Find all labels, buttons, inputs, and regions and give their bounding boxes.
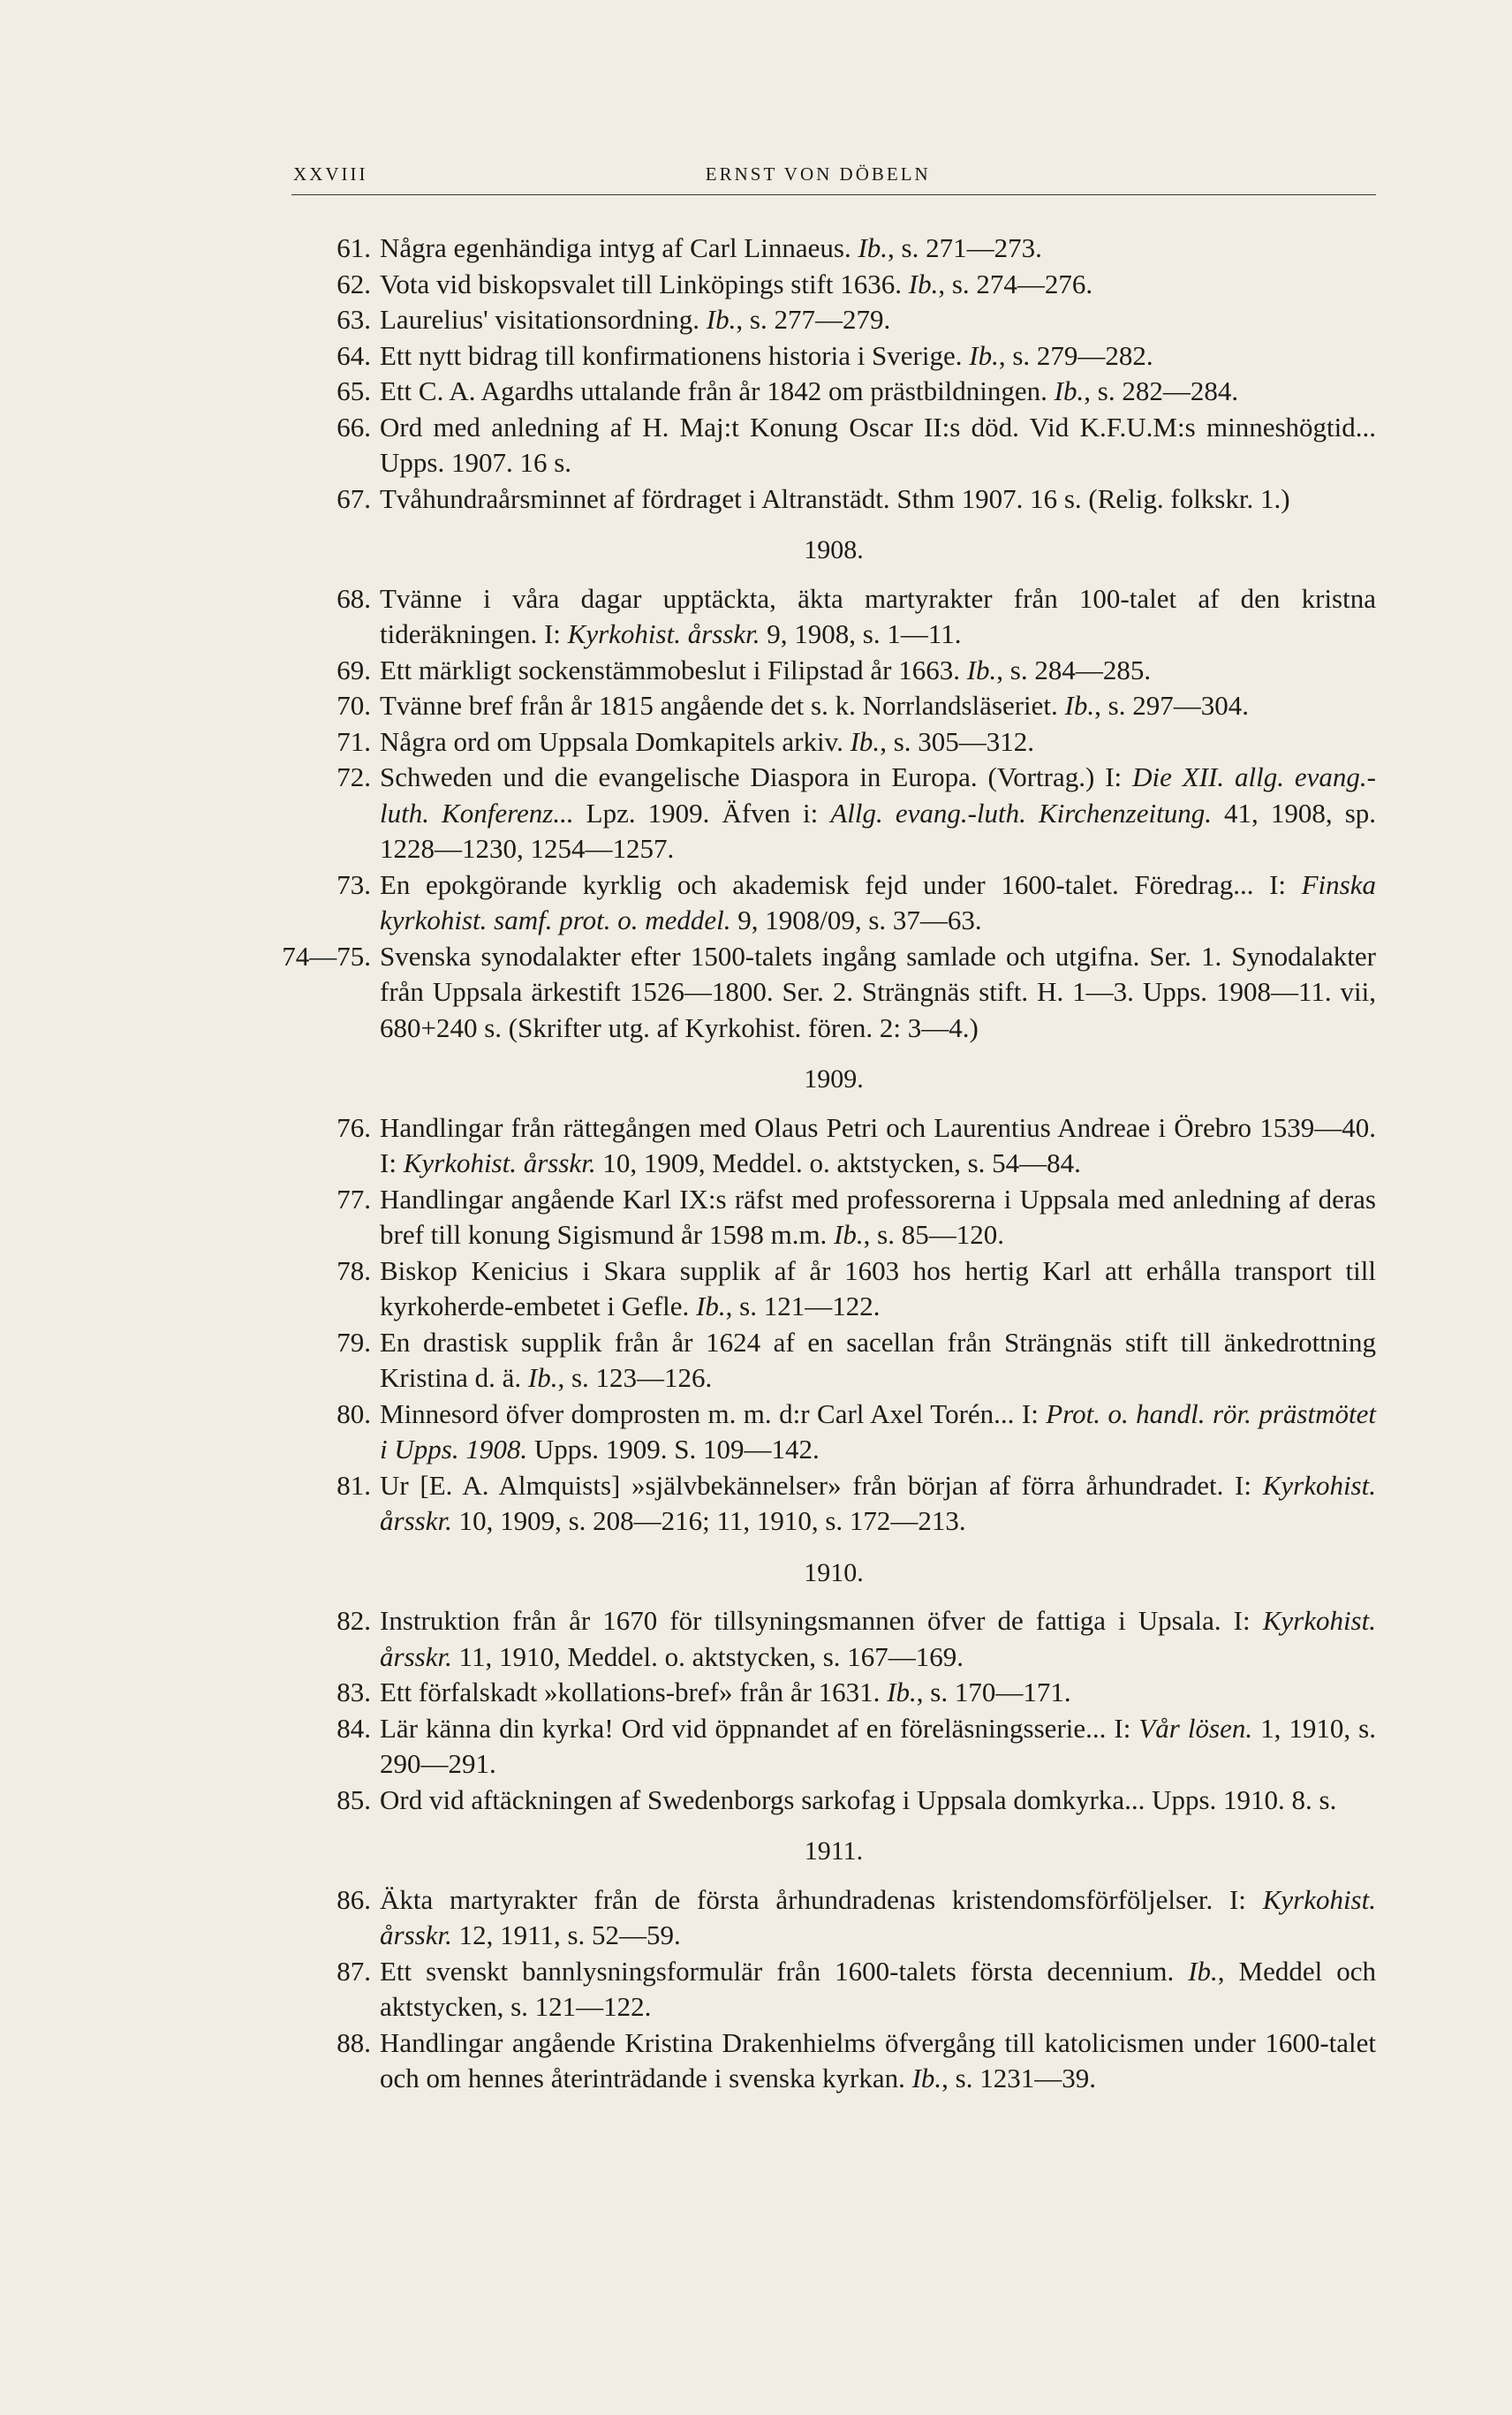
bibliography-entry bbox=[291, 1253, 1376, 1325]
entry-text: Ett förfalskadt »kollations-bref» från år 1631. Ib., s. 170—171. bbox=[380, 1677, 1071, 1707]
bibliography-entry bbox=[291, 1182, 1376, 1253]
bibliography-entry bbox=[291, 374, 1376, 410]
bibliography-entry bbox=[291, 724, 1376, 761]
entry-number: 80. bbox=[336, 1397, 371, 1429]
entry-number: 61. bbox=[336, 232, 371, 263]
entry-number: 76. bbox=[336, 1111, 371, 1143]
entry-text: En drastisk supplik från år 1624 af en sacellan från Strängnäs stift till änkedrottning Kristina d. ä. Ib., s. 123—126. bbox=[380, 1326, 1376, 1393]
entry-text: Laurelius' visitationsordning. Ib., s. 277—279. bbox=[380, 304, 891, 335]
bibliography-entry bbox=[291, 760, 1376, 867]
entry-text: Ett märkligt sockenstämmobeslut i Filipstad år 1663. Ib., s. 284—285. bbox=[380, 654, 1152, 685]
entry-number: 77. bbox=[336, 1183, 371, 1215]
entry-number: 88. bbox=[336, 2026, 371, 2058]
entry-text: Äkta martyrakter från de första århundradenas kristendomsförföljelser. I: Kyrkohist. årsskr. 12, 1911, s. 52—59. bbox=[380, 1883, 1376, 1950]
running-title: ERNST VON DÖBELN bbox=[705, 163, 931, 185]
entry-text: En epokgörande kyrklig och akademisk fejd under 1600-talet. Föredrag... I: Finska kyrkohist. samf. prot. o. meddel. 9, 1908/09, s. 37—63. bbox=[380, 868, 1376, 935]
entry-text: Tvåhundraårsminnet af fördraget i Altranstädt. Sthm 1907. 16 s. (Relig. folkskr. 1.) bbox=[380, 482, 1290, 514]
bibliography-entry bbox=[291, 481, 1376, 518]
entry-number: 79. bbox=[336, 1326, 371, 1358]
bibliography-entry bbox=[291, 1882, 1376, 1954]
entry-number: 87. bbox=[336, 1955, 371, 1987]
page-header bbox=[291, 163, 1376, 195]
bibliography-entry bbox=[291, 1110, 1376, 1182]
bibliography-entry bbox=[291, 1783, 1376, 1819]
entry-number: 72. bbox=[336, 761, 371, 792]
entry-text: Lär känna din kyrka! Ord vid öppnandet af en föreläsningsserie... I: Vår lösen. 1, 1910, s. 290—291. bbox=[380, 1712, 1376, 1779]
entry-number: 65. bbox=[336, 375, 371, 406]
entry-number: 73. bbox=[336, 868, 371, 900]
bibliography-entry bbox=[291, 302, 1376, 338]
bibliography-entry bbox=[291, 231, 1376, 267]
bibliography-entry bbox=[291, 1325, 1376, 1397]
entry-text: Handlingar angående Kristina Drakenhielms öfvergång till katolicismen under 1600-talet och om hennes återinträdande i svenska kyrkan. Ib., s. 1231—39. bbox=[380, 2026, 1376, 2093]
bibliography-entry bbox=[291, 1468, 1376, 1540]
entry-text: Ett C. A. Agardhs uttalande från år 1842 om prästbildningen. Ib., s. 282—284. bbox=[380, 375, 1239, 406]
entry-text: Instruktion från år 1670 för tillsyningsmannen öfver de fattiga i Upsala. I: Kyrkohist. årsskr. 11, 1910, Meddel. o. aktstycken, s. 167—169. bbox=[380, 1605, 1376, 1672]
entry-text: Några egenhändiga intyg af Carl Linnaeus. Ib., s. 271—273. bbox=[380, 232, 1042, 263]
bibliography-entry bbox=[291, 1397, 1376, 1468]
entry-number: 67. bbox=[336, 482, 371, 514]
entry-number: 68. bbox=[336, 582, 371, 614]
bibliography-entry bbox=[291, 581, 1376, 653]
entry-number: 66. bbox=[336, 411, 371, 443]
entry-number: 63. bbox=[336, 304, 371, 335]
entry-text: Några ord om Uppsala Domkapitels arkiv. Ib., s. 305—312. bbox=[380, 725, 1035, 757]
bibliography-entry bbox=[291, 267, 1376, 303]
entry-text: Schweden und die evangelische Diaspora in Europa. (Vortrag.) I: Die XII. allg. evang.-luth. Konferenz... Lpz. 1909. Äfven i: Allg. evang.-luth. Kirchenzeitung. 41, 1908, sp. 1228—1230, 1254—1257. bbox=[380, 761, 1377, 864]
page-number: XXVIII bbox=[293, 163, 368, 185]
bibliography-entry bbox=[291, 410, 1376, 481]
entry-number: 78. bbox=[336, 1254, 371, 1286]
year-heading: 1911. bbox=[804, 1836, 864, 1866]
entry-text: Handlingar från rättegången med Olaus Petri och Laurentius Andreae i Örebro 1539—40. I: Kyrkohist. årsskr. 10, 1909, Meddel. o. aktstycken, s. 54—84. bbox=[380, 1111, 1376, 1178]
entry-number: 82. bbox=[336, 1605, 371, 1636]
bibliography-entry bbox=[291, 688, 1376, 724]
page bbox=[282, 163, 1377, 2097]
entry-number: 85. bbox=[336, 1783, 371, 1815]
entry-text: Minnesord öfver domprosten m. m. d:r Carl Axel Torén... I: Prot. o. handl. rör. prästmötet i Upps. 1908. Upps. 1909. S. 109—142. bbox=[380, 1397, 1376, 1465]
bibliography-entry bbox=[291, 867, 1376, 939]
year-heading: 1910. bbox=[804, 1557, 864, 1587]
entry-number: 69. bbox=[336, 654, 371, 685]
entry-text: Biskop Kenicius i Skara supplik af år 1603 hos hertig Karl att erhålla transport till kyrkoherde-embetet i Gefle. Ib., s. 121—122. bbox=[380, 1254, 1376, 1321]
entry-number: 70. bbox=[336, 690, 371, 721]
year-heading: 1909. bbox=[804, 1064, 864, 1094]
bibliography-entry bbox=[291, 338, 1376, 375]
bibliography-entry bbox=[291, 1603, 1376, 1675]
entry-number: 62. bbox=[336, 268, 371, 299]
entry-number: 83. bbox=[336, 1677, 371, 1707]
entry-number: 81. bbox=[336, 1469, 371, 1501]
entry-text: Ur [E. A. Almquists] »självbekännelser» från början af förra århundradet. I: Kyrkohist. årsskr. 10, 1909, s. 208—216; 11, 1910, s. 172—213. bbox=[380, 1469, 1376, 1536]
bibliography-entry bbox=[291, 1954, 1376, 2025]
entry-text: Tvänne bref från år 1815 angående det s. k. Norrlandsläseriet. Ib., s. 297—304. bbox=[380, 690, 1249, 721]
entry-text: Svenska synodalakter efter 1500-talets ingång samlade och utgifna. Ser. 1. Synodalakter från Uppsala ärkestift 1526—1800. Ser. 2. Strängnäs stift. H. 1—3. Upps. 1908—11. vii, 680+240 s. (Skrifter utg. af Kyrkohist. fören. 2: 3—4.) bbox=[380, 940, 1376, 1043]
entry-text: Ord vid aftäckningen af Swedenborgs sarkofag i Uppsala domkyrka... Upps. 1910. 8. s. bbox=[380, 1783, 1337, 1815]
bibliography-entry bbox=[282, 939, 1376, 1047]
entry-text: Ord med anledning af H. Maj:t Konung Oscar II:s död. Vid K.F.U.M:s minneshögtid... Upps. 1907. 16 s. bbox=[380, 411, 1376, 478]
entry-text: Vota vid biskopsvalet till Linköpings stift 1636. Ib., s. 274—276. bbox=[380, 268, 1093, 299]
entry-number: 64. bbox=[336, 339, 371, 371]
entry-text: Ett nytt bidrag till konfirmationens historia i Sverige. Ib., s. 279—282. bbox=[380, 339, 1153, 371]
entry-number: 74—75. bbox=[282, 940, 371, 972]
entry-number: 84. bbox=[336, 1712, 371, 1744]
year-heading: 1908. bbox=[804, 535, 864, 564]
entry-number: 71. bbox=[336, 725, 371, 757]
bibliography-entry bbox=[291, 2025, 1376, 2097]
bibliography-list bbox=[282, 231, 1377, 2097]
bibliography-entry bbox=[291, 653, 1376, 689]
entry-text: Ett svenskt bannlysningsformulär från 1600-talets första decennium. Ib., Meddel och aktstycken, s. 121—122. bbox=[380, 1955, 1376, 2022]
entry-text: Tvänne i våra dagar upptäckta, äkta martyrakter från 100-talet af den kristna tideräkningen. I: Kyrkohist. årsskr. 9, 1908, s. 1—11. bbox=[380, 582, 1376, 649]
bibliography-entry bbox=[291, 1675, 1376, 1711]
entry-number: 86. bbox=[336, 1883, 371, 1915]
bibliography-entry bbox=[291, 1711, 1376, 1783]
entry-text: Handlingar angående Karl IX:s räfst med professorerna i Uppsala med anledning af deras bref till konung Sigismund år 1598 m.m. Ib., s. 85—120. bbox=[380, 1183, 1376, 1250]
